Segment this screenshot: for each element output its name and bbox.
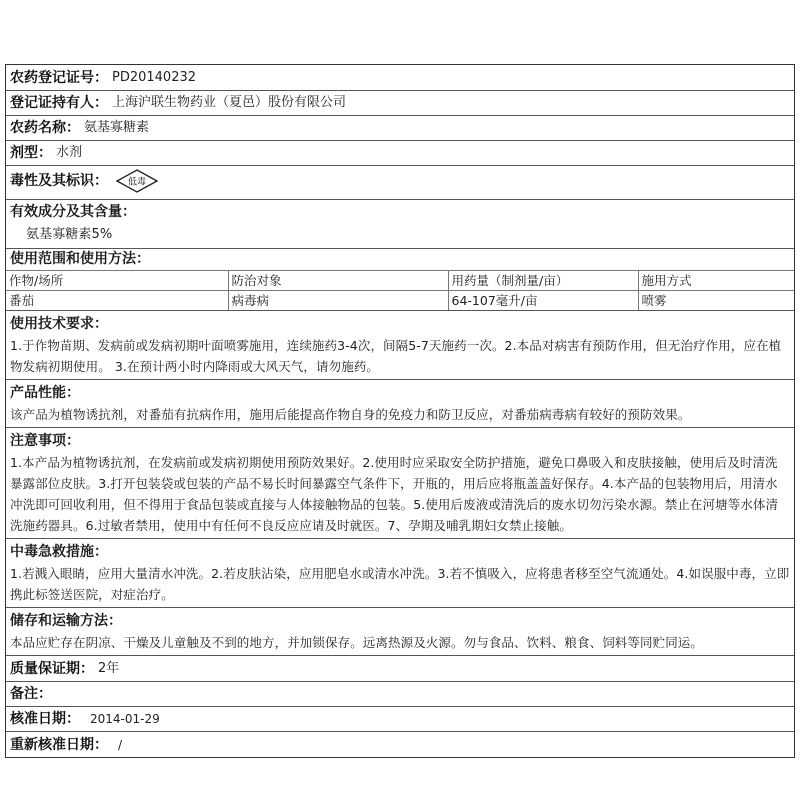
- ingredients-value: 氨基寡糖素5%: [26, 227, 113, 242]
- pesticide-name-row: [6, 116, 794, 141]
- toxicity-row: [6, 166, 794, 200]
- formulation-label: 剂型：: [10, 145, 52, 161]
- first-aid-label: 中毒急救措施：: [10, 544, 108, 560]
- usage-label: 使用范围和使用方法：: [10, 251, 150, 267]
- holder-row: [6, 91, 794, 116]
- table-row: [6, 291, 794, 311]
- remarks-label: 备注：: [10, 686, 52, 702]
- product-performance-section: [6, 380, 794, 428]
- first-aid-section: [6, 539, 794, 608]
- usage-cell-method: 喷雾: [638, 291, 794, 311]
- warranty-row: [6, 656, 794, 682]
- ingredients-section: [6, 200, 794, 249]
- toxicity-label: 毒性及其标识：: [10, 173, 108, 189]
- usage-section: [6, 249, 794, 311]
- technical-requirements-section: [6, 311, 794, 380]
- usage-cell-dosage: 64-107毫升/亩: [448, 291, 638, 311]
- usage-header-dosage: 用药量（制剂量/亩）: [448, 271, 638, 291]
- low-toxicity-diamond-icon: [116, 169, 158, 193]
- storage-section: [6, 608, 794, 656]
- precautions-label: 注意事项：: [10, 433, 80, 449]
- holder-label: 登记证持有人：: [10, 95, 108, 111]
- holder-value: 上海沪联生物药业（夏邑）股份有限公司: [112, 95, 347, 110]
- registration-number-value: PD20140232: [112, 69, 197, 85]
- toxicity-badge-text: 低毒: [127, 177, 147, 188]
- usage-cell-target: 病毒病: [228, 291, 448, 311]
- usage-table: [6, 270, 794, 310]
- usage-header-target: 防治对象: [228, 271, 448, 291]
- pesticide-name-label: 农药名称：: [10, 120, 80, 136]
- formulation-row: [6, 141, 794, 166]
- approval-date-value: 2014-01-29: [90, 712, 160, 726]
- registration-number-row: [6, 65, 794, 91]
- reapproval-date-row: [6, 732, 794, 757]
- precautions-section: [6, 428, 794, 539]
- reapproval-date-value: /: [118, 737, 123, 752]
- usage-cell-crop: 番茄: [6, 291, 228, 311]
- reapproval-date-label: 重新核准日期：: [10, 736, 108, 753]
- technical-requirements-text: 1.于作物苗期、发病前或发病初期叶面喷雾施用，连续施药3-4次，间隔5-7天施药一次。2.本品对病害有预防作用，但无治疗作用，应在植物发病初期使用。 3.在预计两小时内降雨或大风天气，请勿施药。: [10, 338, 782, 374]
- approval-date-row: [6, 707, 794, 732]
- first-aid-text: 1.若溅入眼睛，应用大量清水冲洗。2.若皮肤沾染，应用肥皂水或清水冲洗。3.若不慎吸入，应将患者移至空气流通处。4.如误服中毒，立即携此标签送医院，对症治疗。: [10, 566, 790, 602]
- remarks-row: [6, 682, 794, 707]
- approval-date-label: 核准日期：: [10, 711, 80, 727]
- usage-table-header-row: [6, 271, 794, 291]
- product-performance-label: 产品性能：: [10, 385, 80, 401]
- pesticide-label-document: [5, 64, 795, 758]
- storage-text: 本品应贮存在阴凉、干燥及儿童触及不到的地方，并加锁保存。远离热源及火源。勿与食品、饮料、粮食、饲料等同贮同运。: [10, 635, 704, 650]
- formulation-value: 水剂: [56, 145, 83, 160]
- product-performance-text: 该产品为植物诱抗剂，对番茄有抗病作用，施用后能提高作物自身的免疫力和防卫反应，对番茄病毒病有较好的预防效果。: [10, 407, 691, 422]
- storage-label: 储存和运输方法：: [10, 613, 122, 629]
- warranty-value: 2年: [98, 660, 120, 676]
- precautions-text: 1.本产品为植物诱抗剂，在发病前或发病初期使用预防效果好。2.使用时应采取安全防护措施，避免口鼻吸入和皮肤接触，使用后及时清洗暴露部位皮肤。3.打开包装袋或包装的产品不易长时间暴露空气条件下，开瓶的，用后应将瓶盖盖好保存。4.本产品的包装物用后，用清水冲洗即可回收利用，但不得用于食品包装或直接与人体接触物品的包装。5.使用后废液或清洗后的废水切勿污染水源。禁止在河塘等水体清洗施药器具。6.过敏者禁用，使用中有任何不良反应应请及时就医。7、孕期及哺乳期妇女禁止接触。: [10, 455, 779, 533]
- technical-requirements-label: 使用技术要求：: [10, 316, 108, 332]
- usage-header-method: 施用方式: [638, 271, 794, 291]
- registration-number-label: 农药登记证号：: [10, 69, 108, 86]
- usage-header-crop: 作物/场所: [6, 271, 228, 291]
- warranty-label: 质量保证期：: [10, 660, 94, 677]
- ingredients-label: 有效成分及其含量：: [10, 204, 136, 220]
- pesticide-name-value: 氨基寡糖素: [84, 120, 150, 135]
